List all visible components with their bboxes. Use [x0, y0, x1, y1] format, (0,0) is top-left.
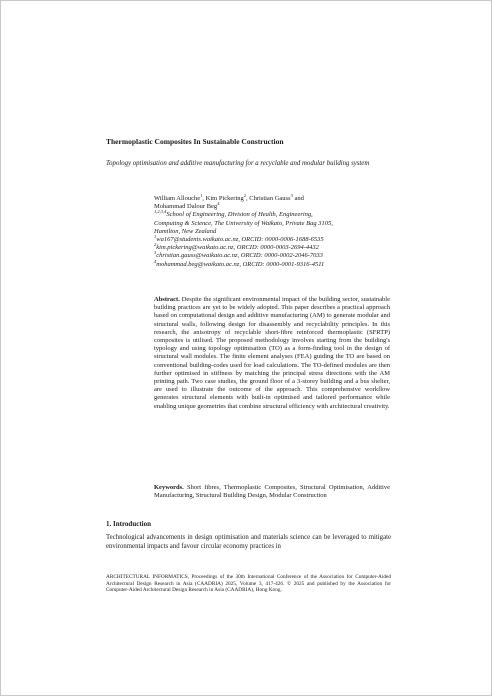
email-3[interactable]: christian.gauss@waikato.ac.nz, ORCID: 0000-0002-2046-7033: [156, 252, 323, 260]
keywords: [154, 484, 390, 500]
introduction-text: Technological advancements in design optimisation and materials science can be leveraged to mitigate environmental impacts and favour circular economy practices in: [106, 534, 391, 550]
email-1[interactable]: wa167@students.waikato.ac.nz, ORCID: 0000-0006-1688-6535: [156, 236, 324, 244]
paper-subtitle: Topology optimisation and additive manufacturing for a recyclable and modular building system: [106, 160, 370, 167]
author-and: and: [294, 195, 304, 202]
email-line-3: $^3$christian.gauss@waikato.ac.nz, ORCID: 0000-0002-2046-7033: [154, 250, 323, 260]
paper-title: Thermoplastic Composites In Sustainable Construction: [106, 137, 284, 146]
author-4-sup: 4: [217, 201, 220, 207]
keywords-label: Keywords.: [154, 484, 184, 491]
abstract-text: Despite the significant environmental impact of the building sector, sustainable building practices are yet to be widely adopted. This paper describes a practical approach based on computational design and additive manufacturing (AM) to generate modular and structural walls, following design for disassembly and recyclability principles. In this research, the anisotropy of recyclable short-fibre reinforced thermoplastic (SFRTP) composites is utilised. The proposed methodology involves starting from the building's typology and using topology optimisation (TO) as a form-finding tool in the design of structural wall modules. The finite element analyses (FEA) guiding the TO are based on conventional building-codes used for load calculations. The TO-defined modules are then further optimised in stiffness by matching the principal stress directions with the AM printing path. Two case studies, the ground floor of a 3-storey building and a bus shelter, are used to illustrate the outcome of the approach. This comprehensive workflow generates structural elements with built-in optimised and tailored performance while enabling unique geometries that combine structural efficiency with architectural creativity.: [154, 296, 390, 410]
author-3: Christian Gauss: [249, 195, 291, 202]
author-2-sup: 2: [243, 192, 246, 198]
email-2[interactable]: kim.pickering@waikato.ac.nz, ORCID: 0000-0003-2694-4432: [156, 244, 319, 252]
keywords-text: Short fibres, Thermoplastic Composites, Structural Optimisation, Additive Manufacturing, Structural Building Design, Modular Construction: [154, 484, 390, 500]
section-heading-introduction: 1. Introduction: [106, 520, 151, 528]
abstract: [154, 296, 390, 411]
author-2: Kim Pickering: [205, 195, 244, 202]
abstract-label: Abstract.: [154, 296, 180, 303]
email-line-2: $^2$kim.pickering@waikato.ac.nz, ORCID: 0000-0003-2694-4432: [154, 242, 319, 252]
author-line-1: William Allouche$^1$, Kim Pickering$^2$, Christian Gauss$^3$ and: [154, 192, 304, 202]
affiliation-line-1: $^{1,2,3,4}$School of Engineering, Division of Health, Engineering,: [154, 209, 313, 219]
affiliation-sup: 1,2,3,4: [154, 209, 167, 215]
author-block: [154, 192, 399, 269]
conference-footer: ARCHITECTURAL INFORMATICS, Proceedings of the 30th International Conference of the Association for Computer-Aided Architectural Design Research in Asia (CAADRIA) 2025, Volume 3, 417-426. © 2025 and published by the Association for Computer-Aided Architectural Design Research in Asia (CAADRIA), Hong Kong.: [106, 574, 391, 594]
email-line-1: $^1$wa167@students.waikato.ac.nz, ORCID: 0000-0006-1688-6535: [154, 233, 324, 244]
affiliation-line-3: Hamilton, New Zealand: [154, 227, 217, 235]
author-4: Mohammad Dalour Beg: [154, 203, 218, 211]
affiliation-line-2: Computing & Science, The University of Waikato, Private Bag 3105,: [154, 219, 333, 227]
author-1: William Allouche: [154, 195, 201, 202]
email-4[interactable]: mohammad.beg@waikato.ac.nz, ORCID: 0000-0001-9316-4511: [156, 260, 325, 268]
author-1-sup: 1: [200, 192, 203, 198]
email-line-4: $^4$mohammad.beg@waikato.ac.nz, ORCID: 0000-0001-9316-4511: [154, 258, 325, 268]
author-3-sup: 3: [290, 192, 293, 198]
